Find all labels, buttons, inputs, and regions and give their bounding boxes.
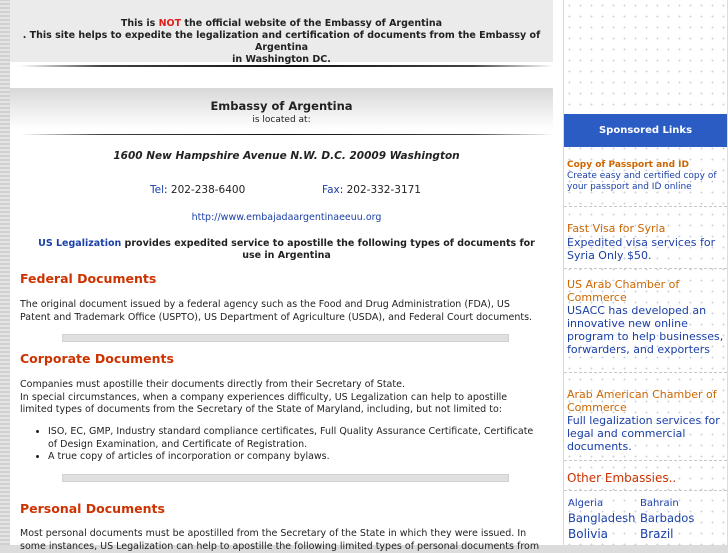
federal-documents-text: The original document issued by a federal agency such as the Food and Drug Administration (FDA), US Patent and Trademark Office (USPTO), US Department of Agriculture (USDA), and Federal Court documents. bbox=[20, 299, 533, 323]
embassy-address: 1600 New Hampshire Avenue N.W. D.C. 20009 Washington bbox=[113, 150, 460, 162]
ad-separator bbox=[564, 372, 727, 373]
ad-syria-visa[interactable] bbox=[567, 223, 725, 262]
corporate-documents-heading: Corporate Documents bbox=[20, 351, 174, 366]
corporate-text-2: In special circumstances, when a company experiences difficulty, US Legalization can help to apostille limited types of documents from the Secretary of the State of Maryland, including, but not limited to: bbox=[20, 391, 508, 415]
notice-prefix: This is bbox=[120, 18, 159, 29]
ad-body[interactable]: USACC has developed an innovative new online program to help businesses, forwarders, and exporters bbox=[567, 304, 724, 356]
list-item: • ISO, EC, GMP, Industry standard compliance certificates, Full Quality Assurance Certificate, Certificate of Design Examination, and Certificate of Registration. bbox=[48, 426, 538, 451]
ad-separator bbox=[564, 206, 727, 207]
embassy-subtitle: is located at: bbox=[252, 115, 311, 125]
us-legalization-link[interactable]: US Legalization bbox=[38, 238, 122, 249]
tel-value: : 202-238-6400 bbox=[164, 184, 246, 196]
fax-label: Fax bbox=[322, 184, 340, 196]
sponsored-links-header: Sponsored Links bbox=[564, 114, 727, 147]
ad-title[interactable]: Arab American Chamber of Commerce bbox=[567, 388, 717, 414]
telephone bbox=[150, 184, 245, 196]
embassy-header bbox=[10, 88, 553, 130]
other-embassies-heading: Other Embassies.. bbox=[567, 471, 677, 485]
tel-label: Tel bbox=[150, 184, 165, 196]
embassy-title: Embassy of Argentina bbox=[210, 99, 353, 113]
fax bbox=[322, 184, 421, 196]
corporate-text-1: Companies must apostille their documents directly from their Secretary of State. bbox=[20, 379, 405, 390]
notice-line2: . This site helps to expedite the legalization and certification of documents from the Embassy of Argentina bbox=[22, 30, 541, 53]
intro-body: provides expedited service to apostille the following types of documents for use in Argentina bbox=[121, 238, 535, 261]
ad-title[interactable]: Fast Visa for Syria bbox=[567, 222, 666, 235]
embassy-link-bahrain[interactable]: Bahrain bbox=[640, 498, 679, 509]
embassy-link-brazil[interactable]: Brazil bbox=[640, 527, 674, 541]
notice-line3: in Washington DC. bbox=[232, 54, 331, 65]
section-divider bbox=[62, 474, 509, 482]
personal-documents-heading: Personal Documents bbox=[20, 501, 165, 516]
list-item: • A true copy of articles of incorporation or company bylaws. bbox=[48, 451, 538, 464]
horizontal-rule bbox=[20, 134, 553, 135]
notice-not: NOT bbox=[158, 18, 182, 29]
embassy-link-algeria[interactable]: Algeria bbox=[568, 498, 604, 509]
fax-value: : 202-332-3171 bbox=[339, 184, 421, 196]
embassy-link-barbados[interactable]: Barbados bbox=[640, 511, 695, 525]
ad-body[interactable]: Expedited visa services for Syria Only $50. bbox=[567, 235, 716, 262]
ad-body[interactable]: Full legalization services for legal and commercial documents. bbox=[567, 414, 720, 453]
horizontal-rule bbox=[20, 65, 553, 67]
embassy-link-bangladesh[interactable]: Bangladesh bbox=[568, 511, 636, 525]
ad-passport-copy[interactable] bbox=[567, 160, 725, 193]
personal-documents-text: Most personal documents must be apostilled from the Secretary of the State in which they were issued. In some instances, US Legalization can help to apostille the following limited types of personal documents from bbox=[20, 528, 540, 552]
ad-us-arab-chamber[interactable] bbox=[567, 279, 725, 356]
ad-separator bbox=[564, 460, 727, 461]
corporate-bullet-list bbox=[48, 426, 538, 464]
ad-body[interactable]: Create easy and certified copy of your passport and ID online bbox=[567, 171, 717, 192]
ad-separator bbox=[564, 268, 727, 269]
left-border-strip bbox=[0, 0, 10, 545]
embassy-website-link[interactable] bbox=[10, 212, 563, 223]
other-embassies-list bbox=[568, 498, 728, 541]
ad-separator bbox=[564, 490, 727, 491]
embassy-website-text[interactable]: http://www.embajadaargentinaeeuu.org bbox=[191, 212, 382, 223]
sidebar bbox=[563, 0, 727, 545]
disclaimer-notice bbox=[10, 0, 553, 65]
embassy-link-bolivia[interactable]: Bolivia bbox=[568, 527, 609, 541]
intro-text bbox=[30, 238, 543, 262]
notice-suffix: the official website of the Embassy of Argentina bbox=[181, 18, 443, 29]
ad-title[interactable]: Copy of Passport and ID bbox=[567, 160, 689, 170]
ad-arab-american-chamber[interactable] bbox=[567, 389, 725, 453]
section-divider bbox=[62, 334, 509, 342]
ad-title[interactable]: US Arab Chamber of Commerce bbox=[567, 278, 680, 304]
federal-documents-heading: Federal Documents bbox=[20, 271, 157, 286]
corporate-documents-text bbox=[20, 379, 540, 417]
